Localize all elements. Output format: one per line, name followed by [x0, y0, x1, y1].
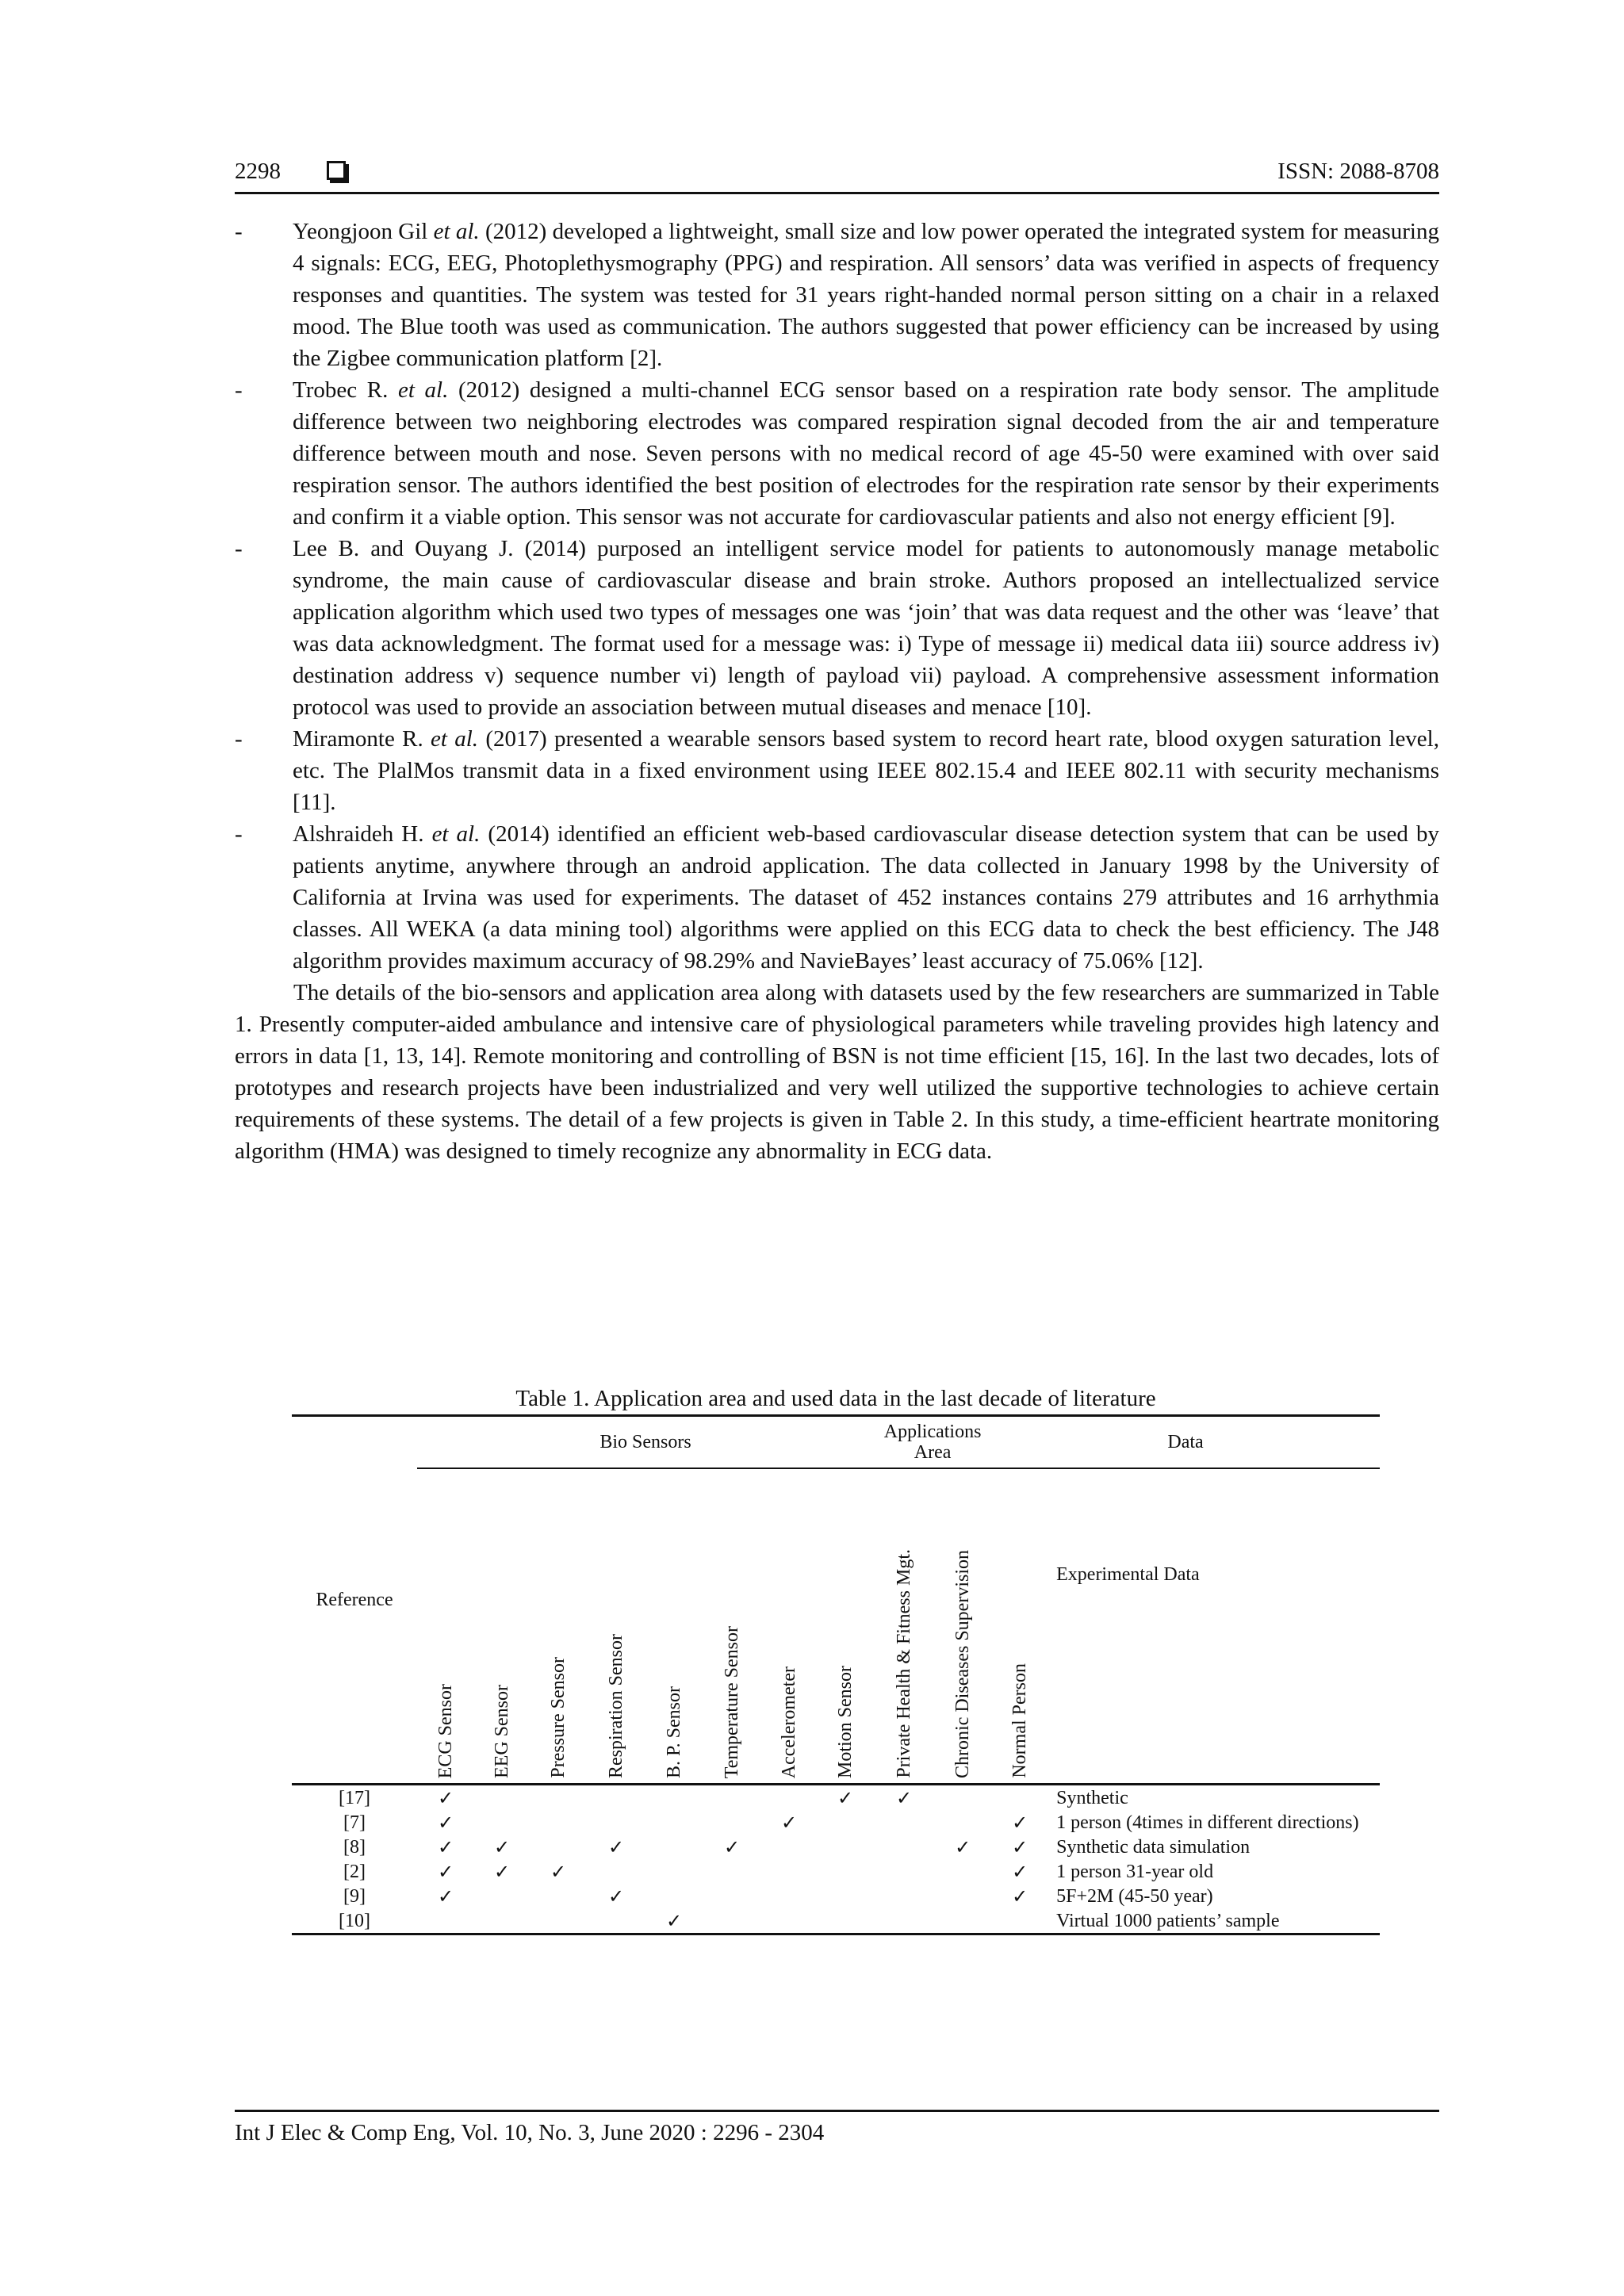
empty-cell: [474, 1884, 530, 1908]
empty-cell: [934, 1810, 991, 1835]
bullet-text: (2012) designed a multi-channel ECG sensor based on a respiration rate body sensor. The amplitude difference between two neighboring electrodes was compared respiration signal decoded from the air and temperature difference between mouth and nose. Seven persons with no medical record of age 45-50 were examined with over said respiration sensor. The authors identified the best position of electrodes for the respiration rate sensor by their experiments and confirm it a viable option. This sensor was not accurate for cardiovascular patients and also not energy efficient [9].: [293, 377, 1439, 530]
experimental-data-cell: Synthetic: [1056, 1787, 1128, 1808]
empty-cell: [934, 1884, 991, 1908]
bullet-etal: et al.: [431, 821, 481, 847]
empty-cell: [874, 1884, 934, 1908]
group-header-row: [292, 1416, 1380, 1469]
table-row: [292, 1785, 1380, 1811]
reference-header: Reference: [316, 1590, 393, 1610]
bullet-author: Trobec R.: [293, 377, 398, 403]
check-mark-icon: ✓: [837, 1786, 854, 1809]
check-mark-icon: ✓: [1012, 1835, 1028, 1858]
footer-citation: Int J Elec & Comp Eng, Vol. 10, No. 3, June 2020 : 2296 - 2304: [235, 2120, 825, 2145]
col-header: [703, 1468, 761, 1785]
col-header-label: Private Health & Fitness Mgt.: [894, 1549, 915, 1778]
group-applications-area: Applications Area: [874, 1416, 991, 1469]
experimental-data-cell: Synthetic data simulation: [1056, 1836, 1251, 1858]
bullet-text: (2014) purposed an intelligent service model for patients to autonomously manage metabolic syndrome, the main cause of cardiovascular disease and brain stroke. Authors proposed an intellectualized service application algorithm which used two types of messages one was ‘join’ that was data request and the other was ‘leave’ that was data acknowledgment. The format used for a message was: i) Type of message ii) medical data iii) source address iv) destination address v) sequence number vi) length of payload vii) payload. A comprehensive assessment information protocol was used to provide an association between mutual diseases and menace [10].: [293, 536, 1439, 720]
empty-cell: [474, 1785, 530, 1811]
bullet-item-lee: [235, 533, 1439, 723]
col-header: [474, 1468, 530, 1785]
bullet-text: (2012) developed a lightweight, small size and low power operated the integrated system for measuring 4 signals: ECG, EEG, Photoplethysmography (PPG) and respiration. All sensors’ data was verified in aspects of frequency responses and quantities. The system was tested for 31 years right-handed normal person sitting on a chair in a relaxed mood. The Blue tooth was used as communication. The authors suggested that power efficiency can be increased by using the Zigbee communication platform [2].: [293, 219, 1439, 371]
empty-cell: [761, 1835, 817, 1859]
body-text: [235, 216, 1439, 1167]
check-mark-icon: ✓: [437, 1786, 454, 1809]
bullet-author: Yeongjoon Gil: [293, 219, 434, 244]
empty-cell: [703, 1908, 761, 1934]
column-header-row: [292, 1468, 1380, 1785]
bullet-author: Miramonte R.: [293, 726, 431, 752]
group-bio-sensors: Bio Sensors: [417, 1416, 874, 1469]
reference-cell: [2]: [343, 1861, 366, 1882]
col-header-label: Normal Person: [1009, 1663, 1031, 1778]
col-header-label: Pressure Sensor: [548, 1657, 569, 1778]
bullet-item-miramonte: [235, 723, 1439, 818]
empty-cell: [761, 1859, 817, 1884]
group-data: Data: [991, 1416, 1380, 1469]
table-row: [292, 1810, 1380, 1835]
bullet-dash: -: [235, 219, 243, 244]
footer-rule: [235, 2110, 1439, 2112]
check-mark-icon: ✓: [1012, 1885, 1028, 1908]
table-row: [292, 1859, 1380, 1884]
empty-cell: [587, 1810, 645, 1835]
empty-cell: [474, 1810, 530, 1835]
bullet-dash: -: [235, 377, 243, 403]
empty-cell: [703, 1859, 761, 1884]
experimental-data-cell: 5F+2M (45-50 year): [1056, 1885, 1213, 1907]
col-header: [530, 1468, 587, 1785]
col-header: [991, 1468, 1048, 1785]
empty-cell: [530, 1835, 587, 1859]
col-header: [761, 1468, 817, 1785]
empty-cell: [587, 1785, 645, 1811]
col-header-label: Temperature Sensor: [722, 1625, 742, 1778]
bullet-text: (2014) identified an efficient web-based cardiovascular disease detection system that can be used by patients anytime, anywhere through an android application. The data collected in January 1998 by the University of California at Irvina was used for experiments. The dataset of 452 instances contains 279 attributes and 16 arrhythmia classes. All WEKA (a data mining tool) algorithms were applied on this ECG data to check the best efficiency. The J48 algorithm provides maximum accuracy of 98.29% and NavieBayes’ least accuracy of 75.06% [12].: [293, 821, 1439, 974]
empty-cell: [703, 1884, 761, 1908]
experimental-data-cell: Virtual 1000 patients’ sample: [1056, 1910, 1280, 1931]
header-rule: [235, 192, 1439, 194]
empty-cell: [817, 1859, 874, 1884]
reference-cell: [10]: [339, 1910, 370, 1931]
empty-cell: [645, 1884, 703, 1908]
empty-cell: [817, 1884, 874, 1908]
empty-cell: [530, 1884, 587, 1908]
table-caption: Table 1. Application area and used data in the last decade of literature: [515, 1386, 1156, 1411]
reference-cell: [9]: [343, 1885, 366, 1907]
empty-cell: [645, 1785, 703, 1811]
empty-cell: [874, 1908, 934, 1934]
empty-cell: [761, 1884, 817, 1908]
experimental-data-cell: 1 person (4times in different directions): [1056, 1812, 1359, 1833]
page-header: [235, 155, 1439, 187]
check-mark-icon: ✓: [723, 1835, 741, 1858]
col-header-label: Chronic Diseases Supervision: [952, 1550, 974, 1778]
empty-cell: [645, 1859, 703, 1884]
check-mark-icon: ✓: [896, 1786, 913, 1809]
empty-cell: [934, 1908, 991, 1934]
col-header: [645, 1468, 703, 1785]
col-header-label: Respiration Sensor: [606, 1634, 626, 1778]
check-mark-icon: ✓: [437, 1811, 454, 1834]
experimental-data-header: Experimental Data: [1056, 1564, 1200, 1585]
col-header: [587, 1468, 645, 1785]
check-mark-icon: ✓: [437, 1885, 454, 1908]
col-header: [874, 1468, 934, 1785]
check-mark-icon: ✓: [665, 1909, 683, 1932]
empty-cell: [817, 1835, 874, 1859]
empty-cell: [703, 1785, 761, 1811]
check-mark-icon: ✓: [493, 1835, 511, 1858]
empty-cell: [934, 1859, 991, 1884]
check-mark-icon: ✓: [780, 1811, 798, 1834]
bullet-item-alshraideh: [235, 818, 1439, 977]
reference-cell: [8]: [343, 1836, 366, 1858]
empty-cell: [530, 1785, 587, 1811]
empty-cell: [817, 1908, 874, 1934]
bullet-item-trobec: [235, 374, 1439, 533]
empty-cell: [474, 1908, 530, 1934]
col-header-label: Accelerometer: [779, 1666, 799, 1778]
check-mark-icon: ✓: [607, 1835, 625, 1858]
reference-cell: [7]: [343, 1812, 366, 1833]
table-row: [292, 1884, 1380, 1908]
bullet-author: Alshraideh H.: [293, 821, 432, 847]
col-header: [817, 1468, 874, 1785]
square-bullet-icon: [327, 161, 346, 180]
empty-cell: [934, 1785, 991, 1811]
check-mark-icon: ✓: [1012, 1811, 1028, 1834]
reference-cell: [17]: [339, 1787, 370, 1808]
empty-cell: [703, 1810, 761, 1835]
table-1: [292, 1384, 1380, 1935]
col-header-label: B. P. Sensor: [664, 1686, 684, 1778]
col-header: [417, 1468, 474, 1785]
empty-cell: [991, 1785, 1048, 1811]
empty-cell: [991, 1908, 1048, 1934]
check-mark-icon: ✓: [437, 1860, 454, 1883]
bullet-author: Lee B. and Ouyang J.: [293, 536, 514, 561]
empty-cell: [874, 1810, 934, 1835]
table-row: [292, 1835, 1380, 1859]
empty-cell: [645, 1835, 703, 1859]
check-mark-icon: ✓: [437, 1835, 454, 1858]
empty-cell: [817, 1810, 874, 1835]
empty-cell: [761, 1908, 817, 1934]
empty-cell: [587, 1908, 645, 1934]
experimental-data-cell: 1 person 31-year old: [1056, 1861, 1214, 1882]
issn-label: ISSN: 2088-8708: [1277, 159, 1439, 184]
empty-cell: [874, 1835, 934, 1859]
table-body: [292, 1785, 1380, 1934]
check-mark-icon: ✓: [955, 1835, 971, 1858]
empty-cell: [587, 1859, 645, 1884]
empty-cell: [761, 1785, 817, 1811]
col-header-label: Motion Sensor: [835, 1665, 856, 1778]
body-paragraph: The details of the bio-sensors and application area along with datasets used by the few researchers are summarized in Table 1. Presently computer-aided ambulance and intensive care of physiological parameters while traveling provides high latency and errors in data [1, 13, 14]. Remote monitoring and controlling of BSN is not time efficient [15, 16]. In the last two decades, lots of prototypes and research projects have been industrialized and very well utilized the supportive technologies to achieve certain requirements of these systems. The detail of a few projects is given in Table 2. In this study, a time-efficient heartrate monitoring algorithm (HMA) was designed to timely recognize any abnormality in ECG data.: [235, 980, 1439, 1164]
check-mark-icon: ✓: [493, 1860, 511, 1883]
bullet-etal: et al.: [433, 219, 480, 244]
bullet-dash: -: [235, 821, 243, 847]
check-mark-icon: ✓: [607, 1885, 625, 1908]
empty-cell: [417, 1908, 474, 1934]
empty-cell: [530, 1810, 587, 1835]
bullet-dash: -: [235, 726, 243, 752]
col-header-label: EEG Sensor: [492, 1685, 512, 1778]
empty-cell: [530, 1908, 587, 1934]
bullet-text: (2017) presented a wearable sensors based system to record heart rate, blood oxygen saturation level, etc. The PlalMos transmit data in a fixed environment using IEEE 802.15.4 and IEEE 802.11 with security mechanisms [11].: [293, 726, 1439, 815]
col-header: [934, 1468, 991, 1785]
table-row: [292, 1908, 1380, 1934]
page-number: 2298: [235, 159, 281, 184]
col-header-label: ECG Sensor: [435, 1683, 456, 1778]
bullet-dash: -: [235, 536, 243, 561]
check-mark-icon: ✓: [1012, 1860, 1028, 1883]
empty-cell: [645, 1810, 703, 1835]
empty-cell: [874, 1859, 934, 1884]
data-table: [292, 1414, 1380, 1935]
bullet-etal: et al.: [397, 377, 449, 403]
bullet-etal: et al.: [431, 726, 479, 752]
bullet-item-gil: [235, 216, 1439, 374]
check-mark-icon: ✓: [550, 1860, 567, 1883]
